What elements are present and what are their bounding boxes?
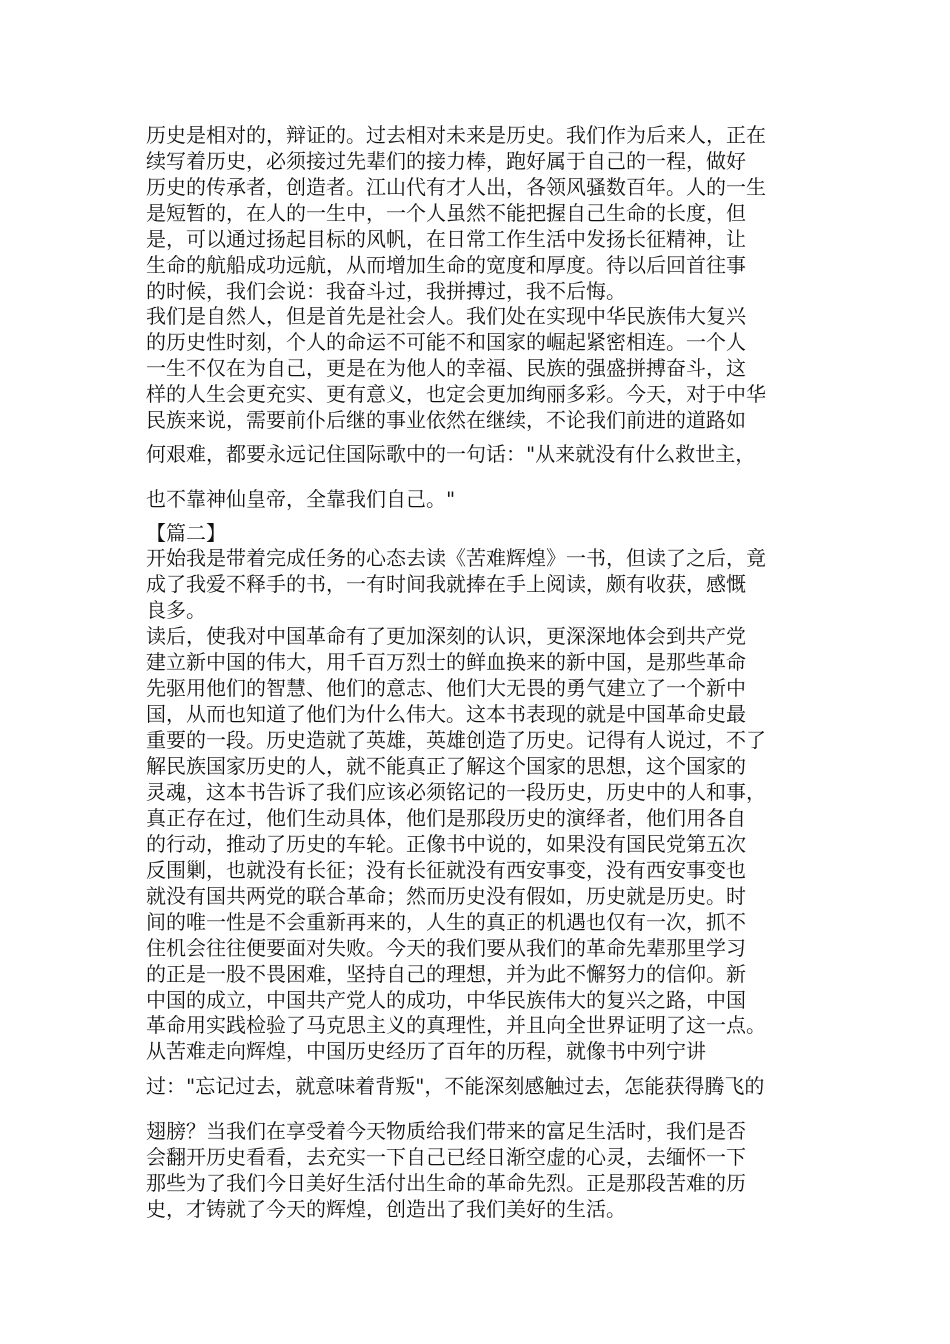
text-line: 续写着历史，必须接过先辈们的接力棒，跑好属于自己的一程，做好 xyxy=(146,149,746,173)
text-line: 会翻开历史看看，去充实一下自己已经日渐空虚的心灵，去缅怀一下 xyxy=(146,1145,746,1169)
text-line: 从苦难走向辉煌，中国历史经历了百年的历程，就像书中列宁讲 xyxy=(146,1039,706,1063)
text-line: 解民族国家历史的人，就不能真正了解这个国家的思想，这个国家的 xyxy=(146,754,746,778)
text-line: 的行动，推动了历史的车轮。正像书中说的，如果没有国民党第五次 xyxy=(146,832,746,856)
text-line: 良多。 xyxy=(146,598,206,622)
text-line: 一生不仅在为自己，更是在为他人的幸福、民族的强盛拼搏奋斗，这 xyxy=(146,356,746,380)
text-line: 的正是一股不畏困难，坚持自己的理想，并为此不懈努力的信仰。新 xyxy=(146,962,746,986)
text-line: 重要的一段。历史造就了英雄，英雄创造了历史。记得有人说过，不了 xyxy=(146,728,766,752)
text-line: 历史是相对的，辩证的。过去相对未来是历史。我们作为后来人，正在 xyxy=(146,123,766,147)
text-line: 读后，使我对中国革命有了更加深刻的认识，更深深地体会到共产党 xyxy=(146,624,746,648)
text-line: 间的唯一性是不会重新再来的，人生的真正的机遇也仅有一次，抓不 xyxy=(146,910,746,934)
text-line: 的时候，我们会说：我奋斗过，我拼搏过，我不后悔。 xyxy=(146,279,626,303)
text-line: 就没有国共两党的联合革命；然而历史没有假如，历史就是历史。时 xyxy=(146,884,746,908)
section-heading: 【篇二】 xyxy=(146,521,226,545)
text-line: 是，可以通过扬起目标的风帆，在日常工作生活中发扬长征精神，让 xyxy=(146,227,746,251)
text-line: 灵魂，这本书告诉了我们应该必须铭记的一段历史，历史中的人和事， xyxy=(146,780,766,804)
text-line: 翅膀？当我们在享受着今天物质给我们带来的富足生活时，我们是否 xyxy=(146,1119,746,1143)
text-line: 生命的航船成功远航，从而增加生命的宽度和厚度。待以后回首往事 xyxy=(146,253,746,277)
text-line: 也不靠神仙皇帝，全靠我们自己。" xyxy=(146,487,456,511)
text-line: 建立新中国的伟大，用千百万烈士的鲜血换来的新中国，是那些革命 xyxy=(146,650,746,674)
text-line: 民族来说，需要前仆后继的事业依然在继续，不论我们前进的道路如 xyxy=(146,408,746,432)
text-line: 革命用实践检验了马克思主义的真理性，并且向全世界证明了这一点。 xyxy=(146,1013,766,1037)
text-line: 反围剿，也就没有长征；没有长征就没有西安事变，没有西安事变也 xyxy=(146,858,746,882)
text-line: 的历史性时刻，个人的命运不可能不和国家的崛起紧密相连。一个人 xyxy=(146,330,746,354)
text-line: 真正存在过，他们生动具体，他们是那段历史的演绎者，他们用各自 xyxy=(146,806,746,830)
text-line: 成了我爱不释手的书，一有时间我就捧在手上阅读，颇有收获，感慨 xyxy=(146,572,746,596)
text-line: 是短暂的，在人的一生中，一个人虽然不能把握自己生命的长度，但 xyxy=(146,201,746,225)
text-line: 过："忘记过去，就意味着背叛"，不能深刻感触过去，怎能获得腾飞的 xyxy=(146,1074,765,1098)
text-line: 住机会往往便要面对失败。今天的我们要从我们的革命先辈那里学习 xyxy=(146,936,746,960)
text-line: 开始我是带着完成任务的心态去读《苦难辉煌》一书，但读了之后，竟 xyxy=(146,546,766,570)
text-line: 史，才铸就了今天的辉煌，创造出了我们美好的生活。 xyxy=(146,1197,626,1221)
text-line: 样的人生会更充实、更有意义，也定会更加绚丽多彩。今天，对于中华 xyxy=(146,382,766,406)
text-line: 我们是自然人，但是首先是社会人。我们处在实现中华民族伟大复兴 xyxy=(146,304,746,328)
text-line: 先驱用他们的智慧、他们的意志、他们大无畏的勇气建立了一个新中 xyxy=(146,676,746,700)
text-line: 历史的传承者，创造者。江山代有才人出，各领风骚数百年。人的一生 xyxy=(146,175,766,199)
text-line: 中国的成立，中国共产党人的成功，中华民族伟大的复兴之路，中国 xyxy=(146,988,746,1012)
text-line: 何艰难，都要永远记住国际歌中的一句话："从来就没有什么救世主， xyxy=(146,442,756,466)
text-line: 国，从而也知道了他们为什么伟大。这本书表现的就是中国革命史最 xyxy=(146,702,746,726)
text-line: 那些为了我们今日美好生活付出生命的革命先烈。正是那段苦难的历 xyxy=(146,1171,746,1195)
